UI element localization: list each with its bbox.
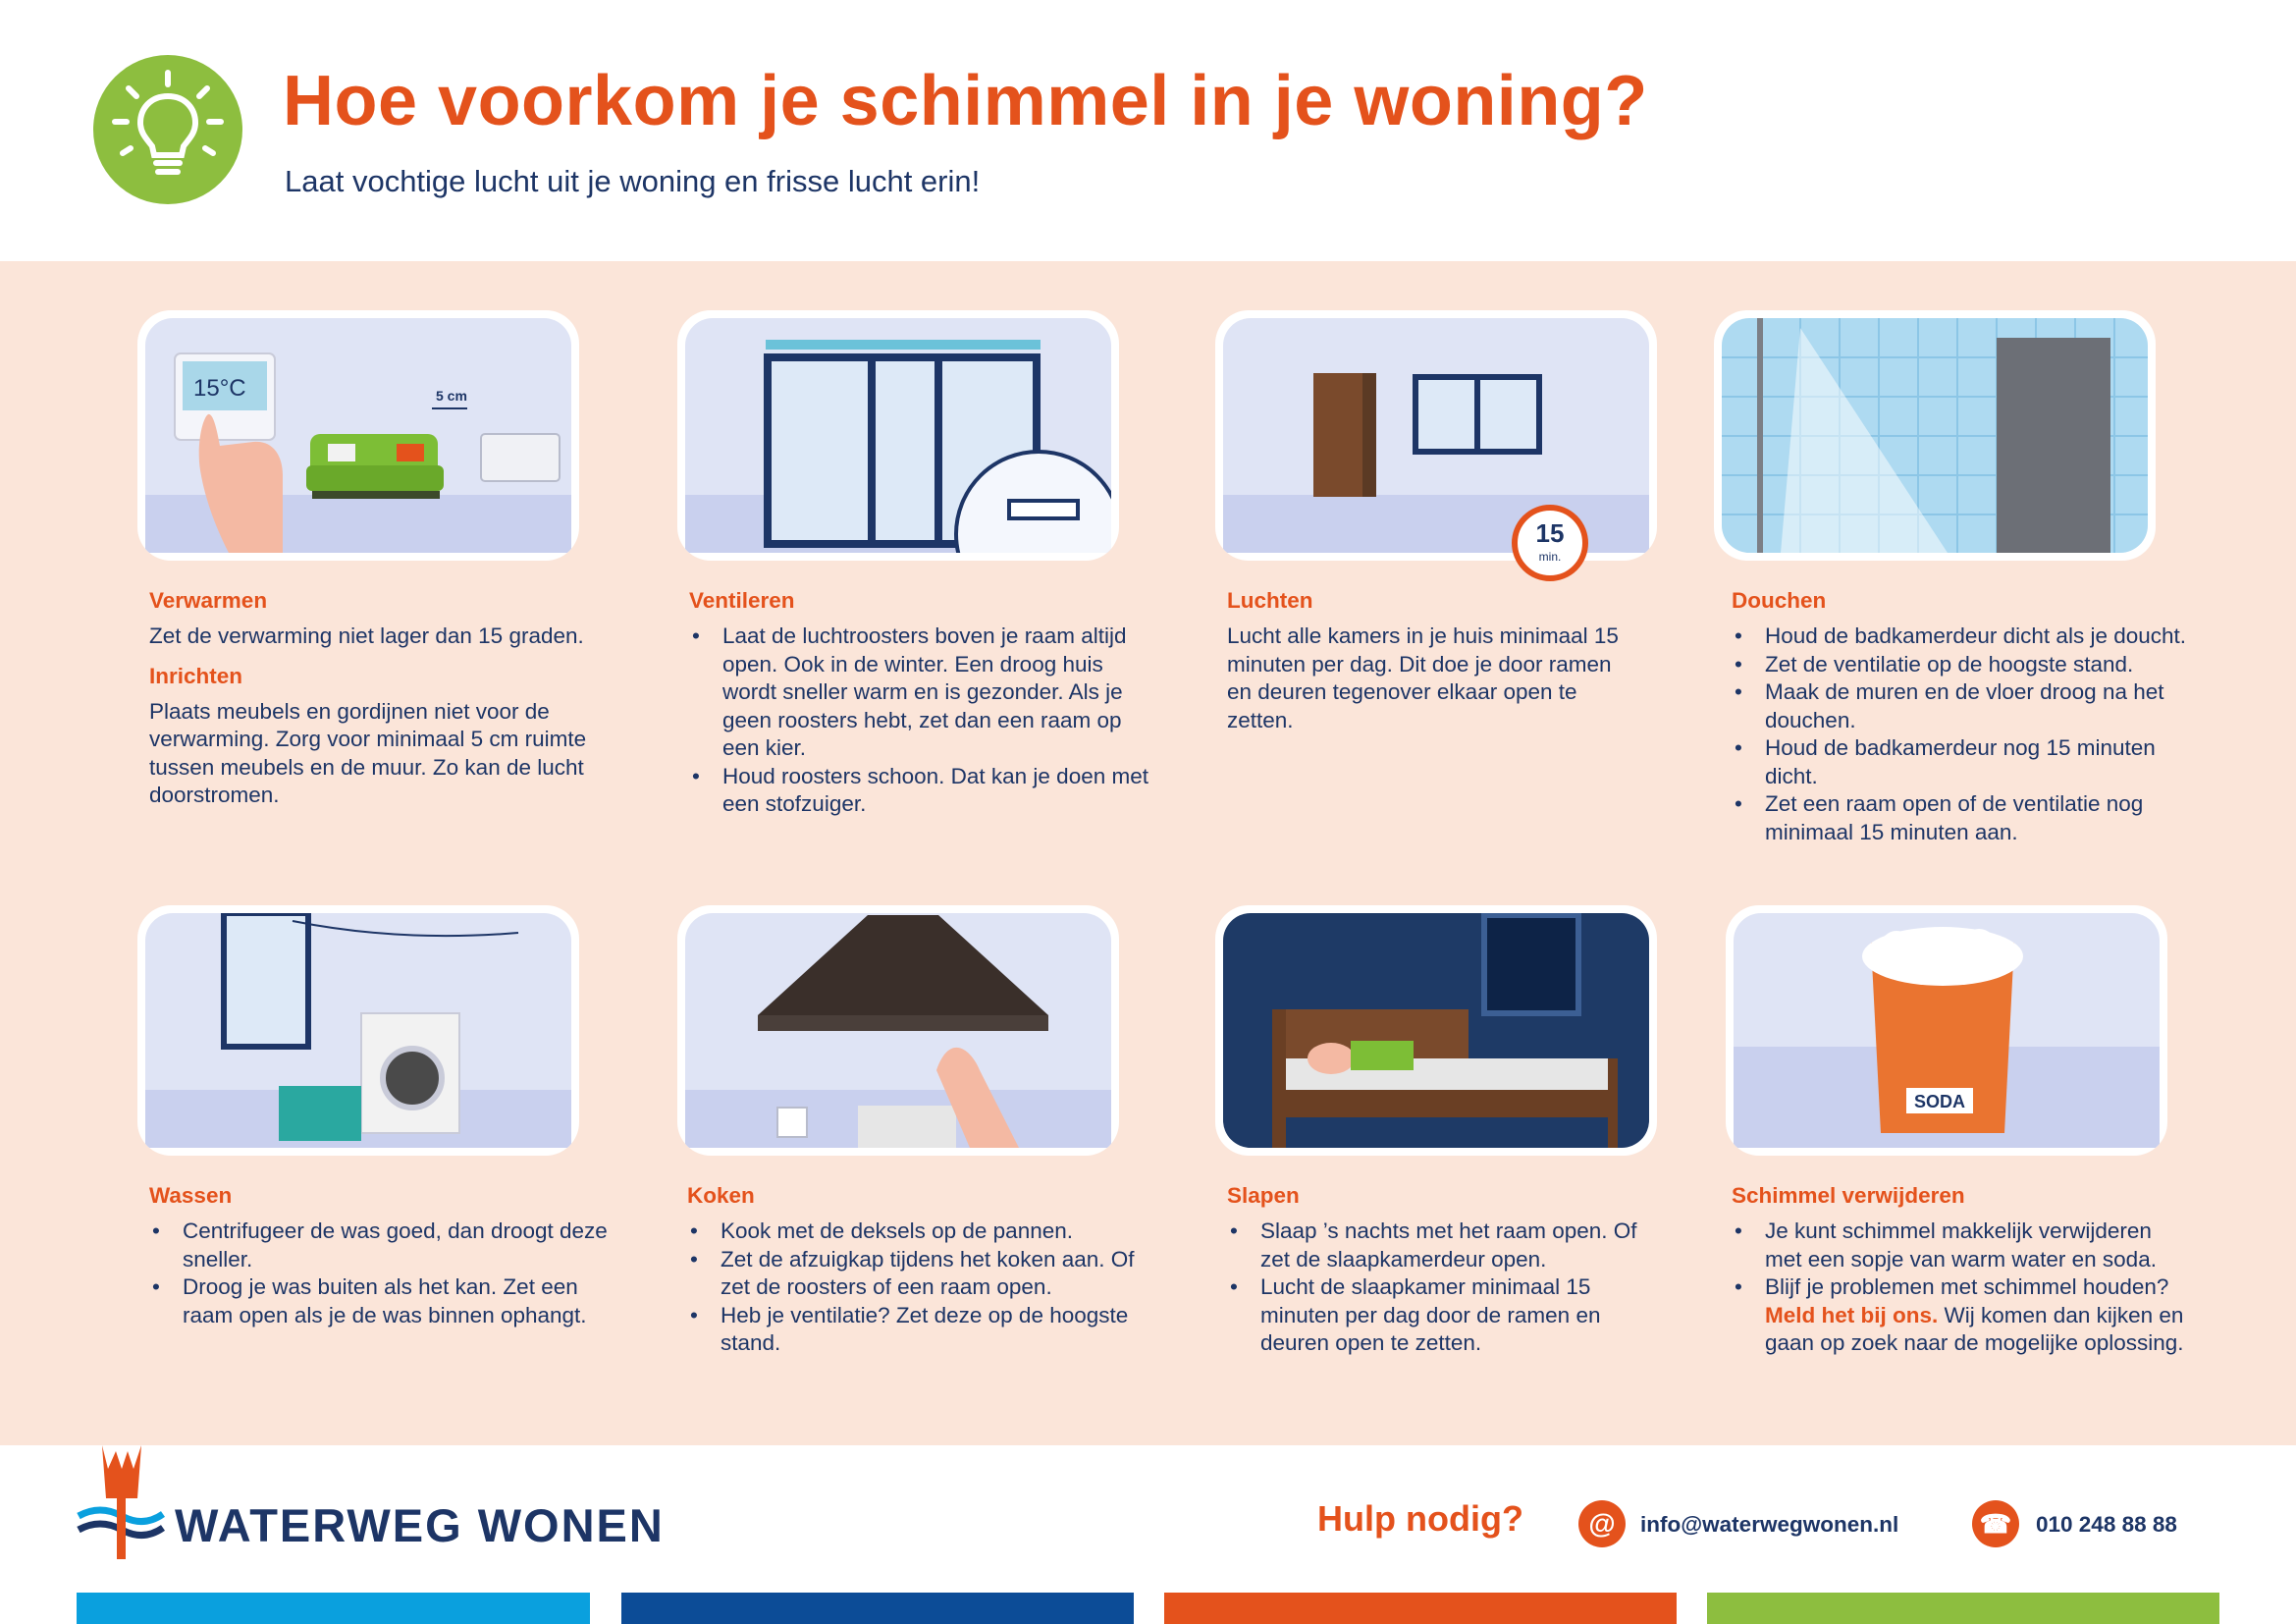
color-stripe-green bbox=[1707, 1593, 2219, 1624]
section-text: Zet de verwarming niet lager dan 15 graden. bbox=[149, 623, 584, 648]
section-title: Slapen bbox=[1227, 1183, 1300, 1208]
list-item: • Houd de badkamerdeur dicht als je doucht. bbox=[1732, 623, 2193, 651]
section-koken bbox=[687, 1182, 1148, 1358]
section-text: Plaats meubels en gordijnen niet voor de verwarming. Zorg voor minimaal 5 cm ruimte tussen meubels en de muur. Zo kan de lucht doorstromen. bbox=[149, 698, 587, 807]
slapen-illustration bbox=[1215, 905, 1657, 1156]
list-item: • Houd de badkamerdeur nog 15 minuten dicht. bbox=[1732, 734, 2193, 790]
crown-logo-icon bbox=[77, 1439, 165, 1561]
list-item: • Laat de luchtroosters boven je raam altijd open. Ook in de winter. Een droog huis wordt sneller warm en is gezonder. Als je geen roosters hebt, zet dan een raam op een kier. bbox=[689, 623, 1150, 763]
list-item: • Droog je was buiten als het kan. Zet een raam open als je de was binnen ophangt. bbox=[149, 1273, 611, 1329]
list-item: • Zet de afzuigkap tijdens het koken aan. Of zet de roosters of een raam open. bbox=[687, 1246, 1148, 1302]
douchen-illustration bbox=[1714, 310, 2156, 561]
timer-icon: 15 min. bbox=[1512, 505, 1588, 581]
section-douchen bbox=[1732, 587, 2193, 846]
soda-label: SODA bbox=[1913, 1092, 1966, 1111]
thermostat-display: 15°C bbox=[193, 375, 246, 402]
section-title: Koken bbox=[687, 1183, 755, 1208]
list-item: • Zet een raam open of de ventilatie nog minimaal 15 minuten aan. bbox=[1732, 790, 2193, 846]
section-luchten bbox=[1227, 587, 1639, 746]
section-verwarmen bbox=[149, 587, 611, 822]
section-title: Ventileren bbox=[689, 588, 795, 613]
list-item: • Houd roosters schoon. Dat kan je doen met een stofzuiger. bbox=[689, 763, 1150, 819]
list-item: • Blijf je problemen met schimmel houden? Meld het bij ons. Wij komen dan kijken en gaan op zoek naar de mogelijke oplossing. bbox=[1732, 1273, 2193, 1358]
list-item: • Kook met de deksels op de pannen. bbox=[687, 1218, 1148, 1246]
list-item: • Maak de muren en de vloer droog na het douchen. bbox=[1732, 678, 2193, 734]
luchten-illustration bbox=[1215, 310, 1657, 561]
list-item: • Je kunt schimmel makkelijk verwijderen met een sopje van warm water en soda. bbox=[1732, 1218, 2193, 1273]
ventileren-illustration bbox=[677, 310, 1119, 561]
section-title: Douchen bbox=[1732, 588, 1827, 613]
color-stripe-light-blue bbox=[77, 1593, 590, 1624]
schimmel-illustration bbox=[1726, 905, 2167, 1156]
color-stripe-orange bbox=[1164, 1593, 1677, 1624]
list-item: • Lucht de slaapkamer minimaal 15 minuten per dag door de ramen en deuren open te zetten. bbox=[1227, 1273, 1639, 1358]
page-subtitle: Laat vochtige lucht uit je woning en frisse lucht erin! bbox=[285, 164, 981, 198]
lightbulb-icon bbox=[93, 55, 242, 204]
email-link[interactable]: info@waterwegwonen.nl bbox=[1640, 1512, 1899, 1537]
section-title: Wassen bbox=[149, 1183, 233, 1208]
section-wassen bbox=[149, 1182, 611, 1329]
phone-number[interactable]: 010 248 88 88 bbox=[2036, 1512, 2177, 1537]
help-heading: Hulp nodig? bbox=[1317, 1498, 1523, 1539]
koken-illustration bbox=[677, 905, 1119, 1156]
list-item: • Centrifugeer de was goed, dan droogt deze sneller. bbox=[149, 1218, 611, 1273]
section-ventileren bbox=[689, 587, 1150, 819]
section-text: Lucht alle kamers in je huis minimaal 15 minuten per dag. Dit doe je door ramen en deuren tegenover elkaar open te zetten. bbox=[1227, 623, 1619, 732]
brand-name: WATERWEG WONEN bbox=[175, 1499, 665, 1551]
list-item: • Slaap ’s nachts met het raam open. Of zet de slaapkamerdeur open. bbox=[1227, 1218, 1639, 1273]
list-item: • Zet de ventilatie op de hoogste stand. bbox=[1732, 651, 2193, 679]
report-link[interactable]: Meld het bij ons. bbox=[1765, 1302, 1939, 1327]
wassen-illustration bbox=[137, 905, 579, 1156]
at-icon: @ bbox=[1578, 1500, 1626, 1547]
page-title: Hoe voorkom je schimmel in je woning? bbox=[283, 62, 1648, 140]
verwarmen-illustration bbox=[137, 310, 579, 561]
section-title: Verwarmen bbox=[149, 588, 268, 613]
section-title: Schimmel verwijderen bbox=[1732, 1183, 1965, 1208]
phone-icon: ☎ bbox=[1972, 1500, 2019, 1547]
gap-label: 5 cm bbox=[436, 388, 467, 404]
section-title: Luchten bbox=[1227, 588, 1313, 613]
section-title: Inrichten bbox=[149, 663, 243, 688]
color-stripe-dark-blue bbox=[621, 1593, 1134, 1624]
section-slapen bbox=[1227, 1182, 1639, 1358]
list-item: • Heb je ventilatie? Zet deze op de hoogste stand. bbox=[687, 1302, 1148, 1358]
section-schimmel bbox=[1732, 1182, 2193, 1358]
